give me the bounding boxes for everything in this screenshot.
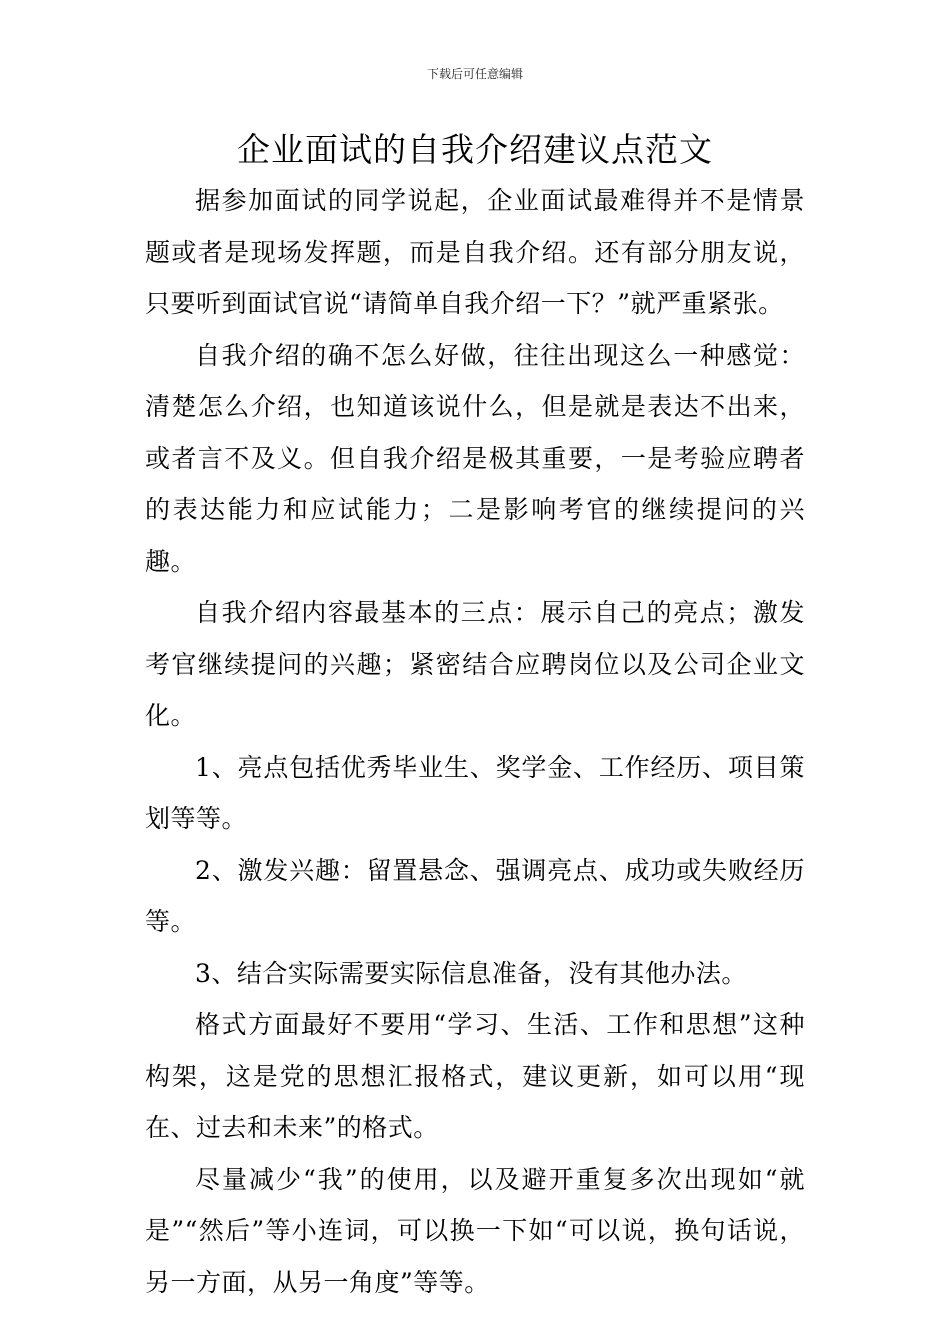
paragraph-intro: 据参加面试的同学说起，企业面试最难得并不是情景题或者是现场发挥题，而是自我介绍。还有部分朋友说，只要听到面试官说“请简单自我介绍一下？”就严重紧张。 [145,186,805,318]
paragraph-difficulty: 自我介绍的确不怎么好做，往往出现这么一种感觉：清楚怎么介绍，也知道该说什么，但是就是表达不出来，或者言不及义。但自我介绍是极其重要，一是考验应聘者的表达能力和应试能力；二是影响考官的继续提问的兴趣。 [145,340,805,576]
header-note: 下载后可任意编辑 [426,67,523,81]
list-item-practical: 3、结合实际需要实际信息准备，没有其他办法。 [195,958,747,988]
list-item-highlights: 1、亮点包括优秀毕业生、奖学金、工作经历、项目策划等等。 [145,752,805,833]
document-body [145,175,805,1308]
paragraph-wording: 尽量减少“我”的使用，以及避开重复多次出现如“就是”“然后”等小连词，可以换一下如“可以说，换句话说，另一方面，从另一角度”等等。 [145,1164,805,1297]
document-title: 企业面试的自我介绍建议点范文 [237,130,713,169]
list-item-interest: 2、激发兴趣：留置悬念、强调亮点、成功或失败经历等。 [145,855,805,936]
paragraph-format: 格式方面最好不要用“学习、生活、工作和思想”这种构架，这是党的思想汇报格式，建议更新，如可以用“现在、过去和未来”的格式。 [145,1010,805,1142]
paragraph-three-points: 自我介绍内容最基本的三点：展示自己的亮点；激发考官继续提问的兴趣；紧密结合应聘岗位以及公司企业文化。 [145,598,805,730]
